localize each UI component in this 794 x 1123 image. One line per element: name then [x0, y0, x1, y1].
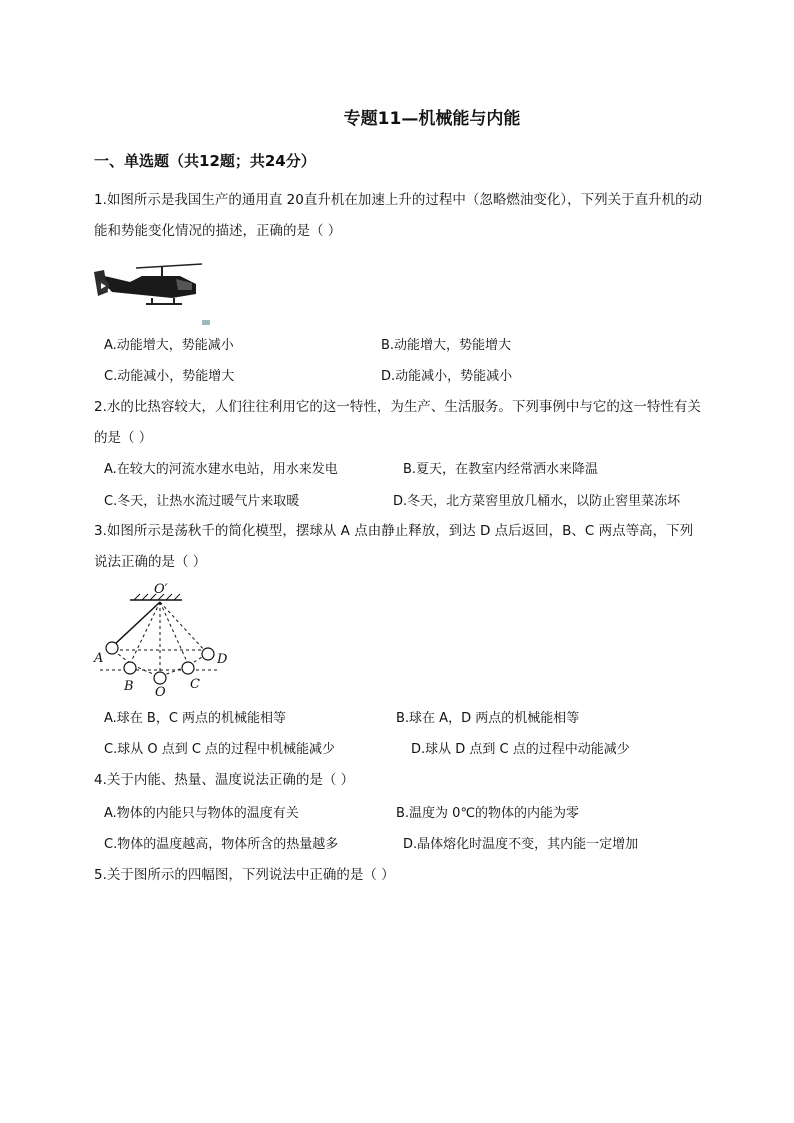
page-title: 专题11—机械能与内能: [343, 109, 521, 129]
question-5-text: 5.关于图所示的四幅图，下列说法中正确的是（ ）: [94, 867, 395, 883]
label-o: O: [155, 685, 166, 700]
helicopter-icon: [94, 264, 210, 325]
q3-option-d: D.球从 D 点到 C 点的过程中动能减少: [411, 742, 630, 757]
question-4-text: 4.关于内能、热量、温度说法正确的是（ ）: [94, 772, 355, 788]
label-b: B: [124, 679, 134, 694]
q2-option-d: D.冬天，北方菜窖里放几桶水，以防止窖里菜冻坏: [393, 494, 681, 509]
question-3-text: 3.如图所示是荡秋千的简化模型，摆球从 A 点由静止释放，到达 D 点后返回，B、C 两点等高，下列说法正确的是（ ）: [94, 523, 694, 570]
question-2-text: 2.水的比热容较大，人们往往利用它的这一特性，为生产、生活服务。下列事例中与它的这一特性有关的是（ ）: [94, 399, 701, 446]
q3-option-c: C.球从 O 点到 C 点的过程中机械能减少: [104, 742, 336, 757]
q2-option-c: C.冬天，让热水流过暖气片来取暖: [104, 494, 300, 509]
label-d: D: [217, 652, 228, 667]
question-1-text: 1.如图所示是我国生产的通用直 20直升机在加速上升的过程中（忽略燃油变化），下列关于直升机的动能和势能变化情况的描述，正确的是（ ）: [94, 192, 703, 239]
q1-option-b: B.动能增大，势能增大: [381, 338, 512, 353]
helicopter-figure: [92, 262, 212, 326]
label-c: C: [190, 677, 200, 692]
q4-option-d: D.晶体熔化时温度不变，其内能一定增加: [403, 837, 639, 852]
pendulum-figure: [92, 582, 242, 702]
q2-option-a: A.在较大的河流水建水电站，用水来发电: [104, 462, 338, 477]
q4-option-a: A.物体的内能只与物体的温度有关: [104, 806, 299, 821]
q3-option-a: A.球在 B，C 两点的机械能相等: [104, 711, 287, 726]
q4-option-c: C.物体的温度越高，物体所含的热量越多: [104, 837, 339, 852]
q3-option-b: B.球在 A，D 两点的机械能相等: [396, 711, 580, 726]
q1-option-c: C.动能减小，势能增大: [104, 369, 235, 384]
q1-option-d: D.动能减小，势能减小: [381, 369, 513, 384]
label-o-prime: O′: [154, 582, 168, 597]
q1-option-a: A.动能增大，势能减小: [104, 338, 234, 353]
section-heading: 一、单选题（共12题；共24分）: [94, 152, 316, 170]
q2-option-b: B.夏天，在教室内经常洒水来降温: [403, 462, 599, 477]
q4-option-b: B.温度为 0℃的物体的内能为零: [396, 806, 580, 821]
label-a: A: [94, 651, 104, 666]
